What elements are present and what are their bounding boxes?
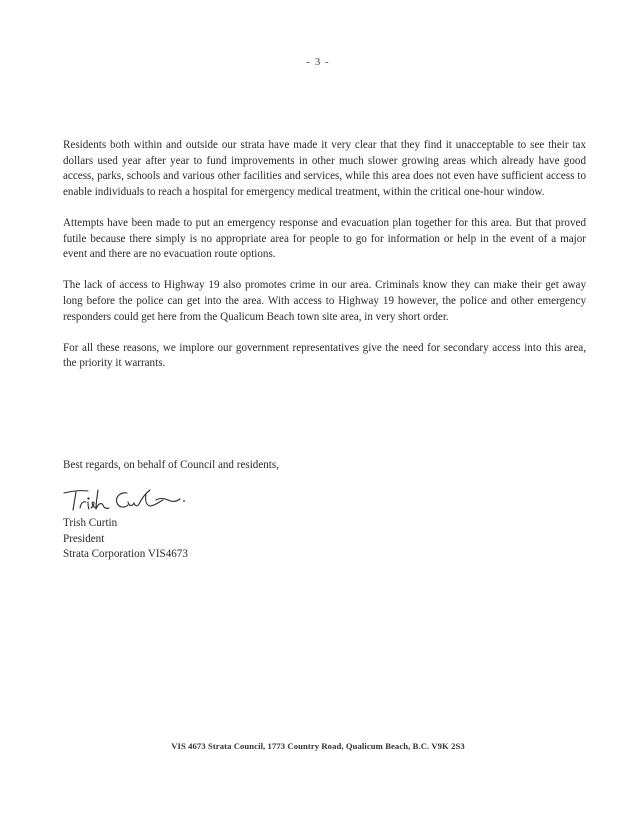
letter-body (63, 138, 586, 388)
signer-organization: Strata Corporation VIS4673 (63, 548, 188, 561)
closing-line: Best regards, on behalf of Council and residents, (63, 459, 279, 471)
paragraph-conclusion: For all these reasons, we implore our government representatives give the need for secondary access into this area, the priority it warrants. (63, 341, 586, 370)
handwritten-signature (60, 484, 190, 516)
signer-name: Trish Curtin (63, 517, 118, 529)
signer-title: President (63, 532, 105, 545)
footer-address: VIS 4673 Strata Council, 1773 Country Road, Qualicum Beach, B.C. V9K 2S3 (171, 741, 465, 751)
paragraph-emergency-plan: Attempts have been made to put an emergency response and evacuation plan together for this area. But that proved futile because there simply is no appropriate area for people to go for information or help in the event of a major event and there are no evacuation route options. (63, 216, 586, 261)
paragraph-tax-dollars: Residents both within and outside our strata have made it very clear that they find it unacceptable to see their tax dollars used year after year to fund improvements in other much slower growing areas which already have good access, parks, schools and various other facilities and services, while this area does not even have sufficient access to enable individuals to reach a hospital for emergency medical treatment, within the critical one-hour window. (63, 139, 586, 198)
paragraph-crime: The lack of access to Highway 19 also promotes crime in our area. Criminals know they can make their get away long before the police can get into the area. With access to Highway 19 however, the police and other emergency responders could get here from the Qualicum Beach town site area, in very short order. (63, 279, 586, 323)
page-number: - 3 - (306, 56, 330, 68)
signer-block (63, 516, 188, 563)
